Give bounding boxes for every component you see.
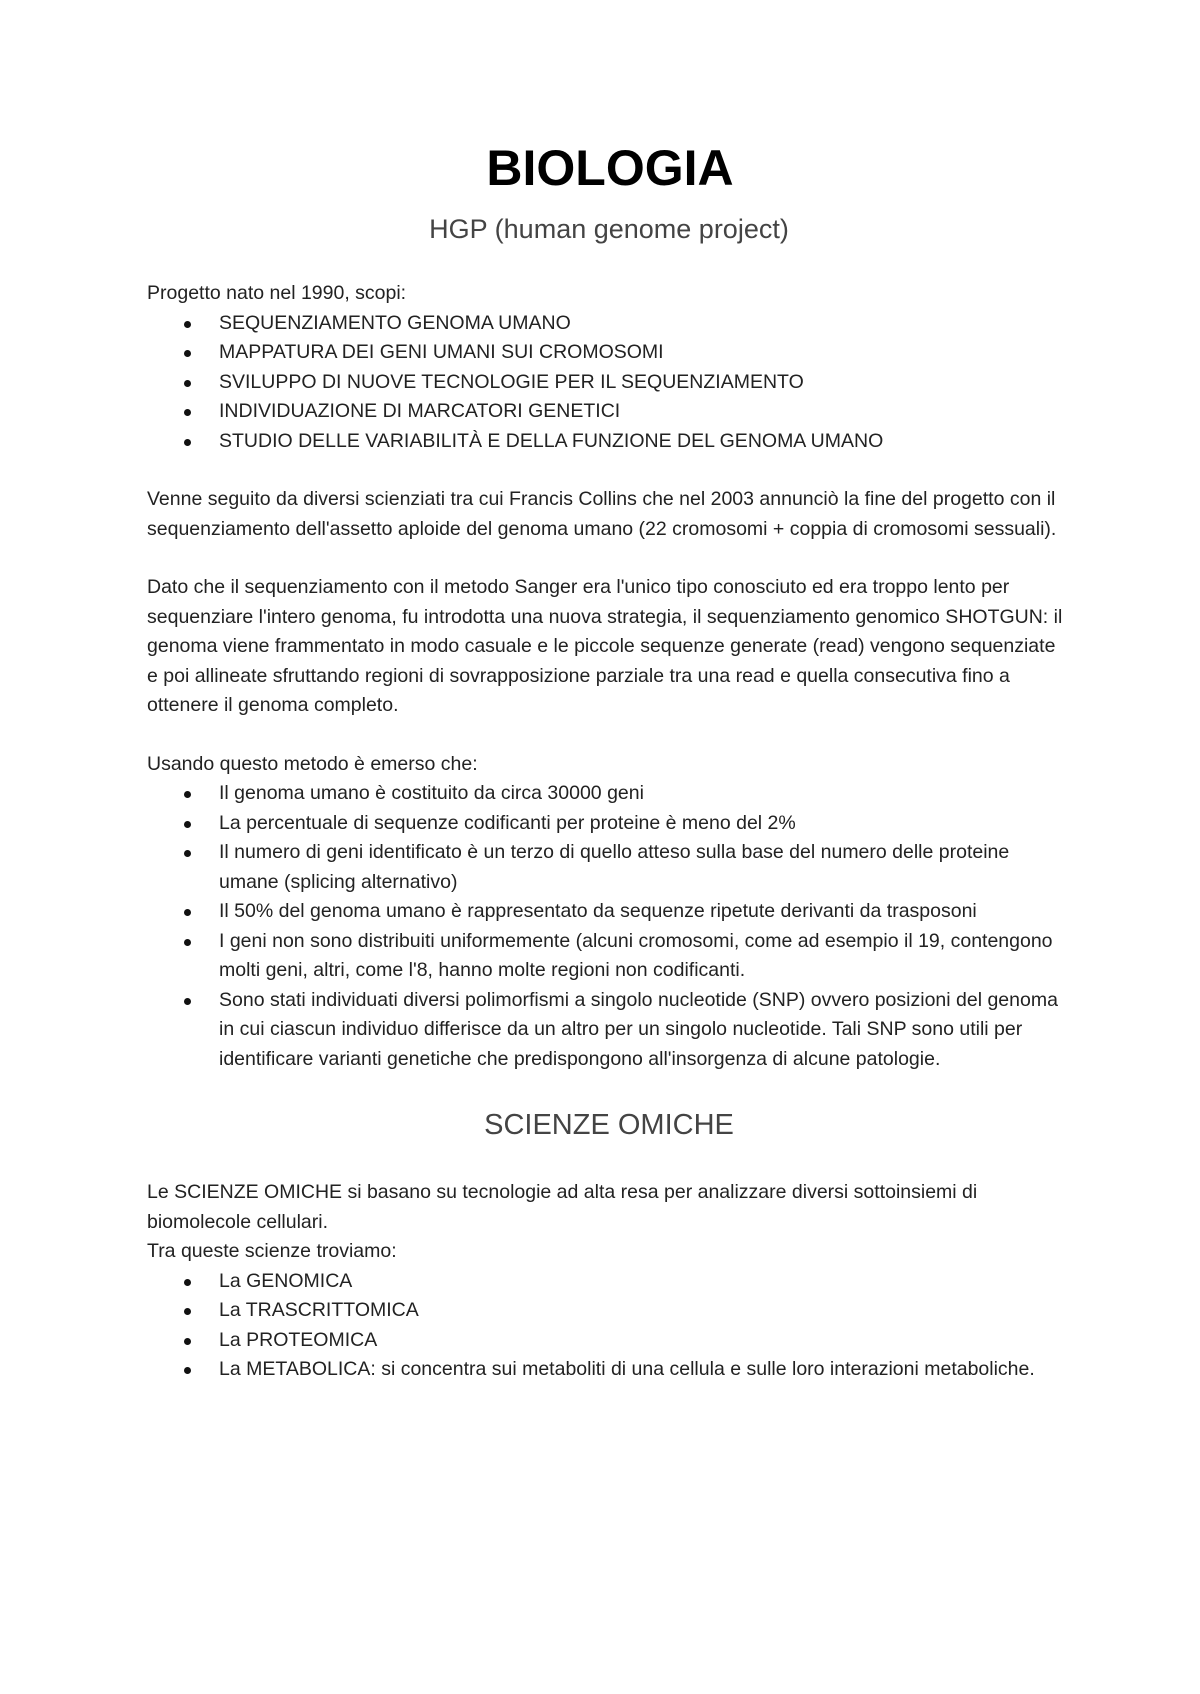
section-title-omics: SCIENZE OMICHE <box>484 1109 734 1141</box>
document-subtitle: HGP (human genome project) <box>429 214 789 244</box>
list-item: La METABOLICA: si concentra sui metaboliti di una cellula e sulle loro interazioni metaboliche. <box>219 1355 1067 1385</box>
bullet-icon <box>184 1338 191 1345</box>
list-item: INDIVIDUAZIONE DI MARCATORI GENETICI <box>219 397 1067 427</box>
bullet-icon <box>184 439 191 446</box>
bullet-icon <box>184 1367 191 1374</box>
bullet-icon <box>184 998 191 1005</box>
list-item: La TRASCRITTOMICA <box>219 1296 1067 1326</box>
bullet-icon <box>184 350 191 357</box>
bullet-icon <box>184 380 191 387</box>
omics-intro: Le SCIENZE OMICHE si basano su tecnologie ad alta resa per analizzare diversi sottoinsiemi di biomolecole cellulari. <box>147 1181 978 1233</box>
bullet-icon <box>184 321 191 328</box>
paragraph-shotgun: Dato che il sequenziamento con il metodo Sanger era l'unico tipo conosciuto ed era troppo lento per sequenziare l'intero genoma, fu introdotta una nuova strategia, il sequenziamento genomico SHOTGUN: il genoma viene frammentato in modo casuale e le piccole sequenze generate (read) vengono sequenziate e poi allineate sfruttando regioni di sovrapposizione parziale tra una read e quella consecutiva fino a ottenere il genoma completo. <box>147 576 1063 716</box>
bullet-icon <box>184 1279 191 1286</box>
bullet-icon <box>184 939 191 946</box>
goals-list <box>147 309 1067 457</box>
bullet-icon <box>184 409 191 416</box>
list-item: La PROTEOMICA <box>219 1326 1067 1356</box>
list-item: I geni non sono distribuiti uniformemente (alcuni cromosomi, come ad esempio il 19, contengono molti geni, altri, come l'8, hanno molte regioni non codificanti. <box>219 927 1067 986</box>
omics-intro-2: Tra queste scienze troviamo: <box>147 1240 397 1262</box>
omics-list <box>147 1267 1067 1385</box>
list-item: La percentuale di sequenze codificanti per proteine è meno del 2% <box>219 809 1067 839</box>
bullet-icon <box>184 1308 191 1315</box>
paragraph-collins: Venne seguito da diversi scienziati tra cui Francis Collins che nel 2003 annunciò la fine del progetto con il sequenziamento dell'assetto aploide del genoma umano (22 cromosomi + coppia di cromosomi sessuali). <box>147 488 1057 540</box>
list-item: Il numero di geni identificato è un terzo di quello atteso sulla base del numero delle proteine umane (splicing alternativo) <box>219 838 1067 897</box>
list-item: STUDIO DELLE VARIABILITÀ E DELLA FUNZIONE DEL GENOMA UMANO <box>219 427 1067 457</box>
findings-list <box>147 779 1067 1074</box>
bullet-icon <box>184 909 191 916</box>
list-item: La GENOMICA <box>219 1267 1067 1297</box>
intro-text: Progetto nato nel 1990, scopi: <box>147 282 407 304</box>
document-title: BIOLOGIA <box>486 140 734 196</box>
bullet-icon <box>184 850 191 857</box>
findings-intro: Usando questo metodo è emerso che: <box>147 752 478 775</box>
list-item: Il genoma umano è costituito da circa 30000 geni <box>219 779 1067 809</box>
list-item: Sono stati individuati diversi polimorfismi a singolo nucleotide (SNP) ovvero posizioni del genoma in cui ciascun individuo differisce da un altro per un singolo nucleotide. Tali SNP sono utili per identificare varianti genetiche che predispongono all'insorgenza di alcune patologie. <box>219 986 1067 1075</box>
bullet-icon <box>184 791 191 798</box>
bullet-icon <box>184 821 191 828</box>
list-item: MAPPATURA DEI GENI UMANI SUI CROMOSOMI <box>219 338 1067 368</box>
list-item: SVILUPPO DI NUOVE TECNOLOGIE PER IL SEQUENZIAMENTO <box>219 368 1067 398</box>
list-item: Il 50% del genoma umano è rappresentato da sequenze ripetute derivanti da trasposoni <box>219 897 1067 927</box>
list-item: SEQUENZIAMENTO GENOMA UMANO <box>219 309 1067 339</box>
document-page <box>147 138 1067 1385</box>
